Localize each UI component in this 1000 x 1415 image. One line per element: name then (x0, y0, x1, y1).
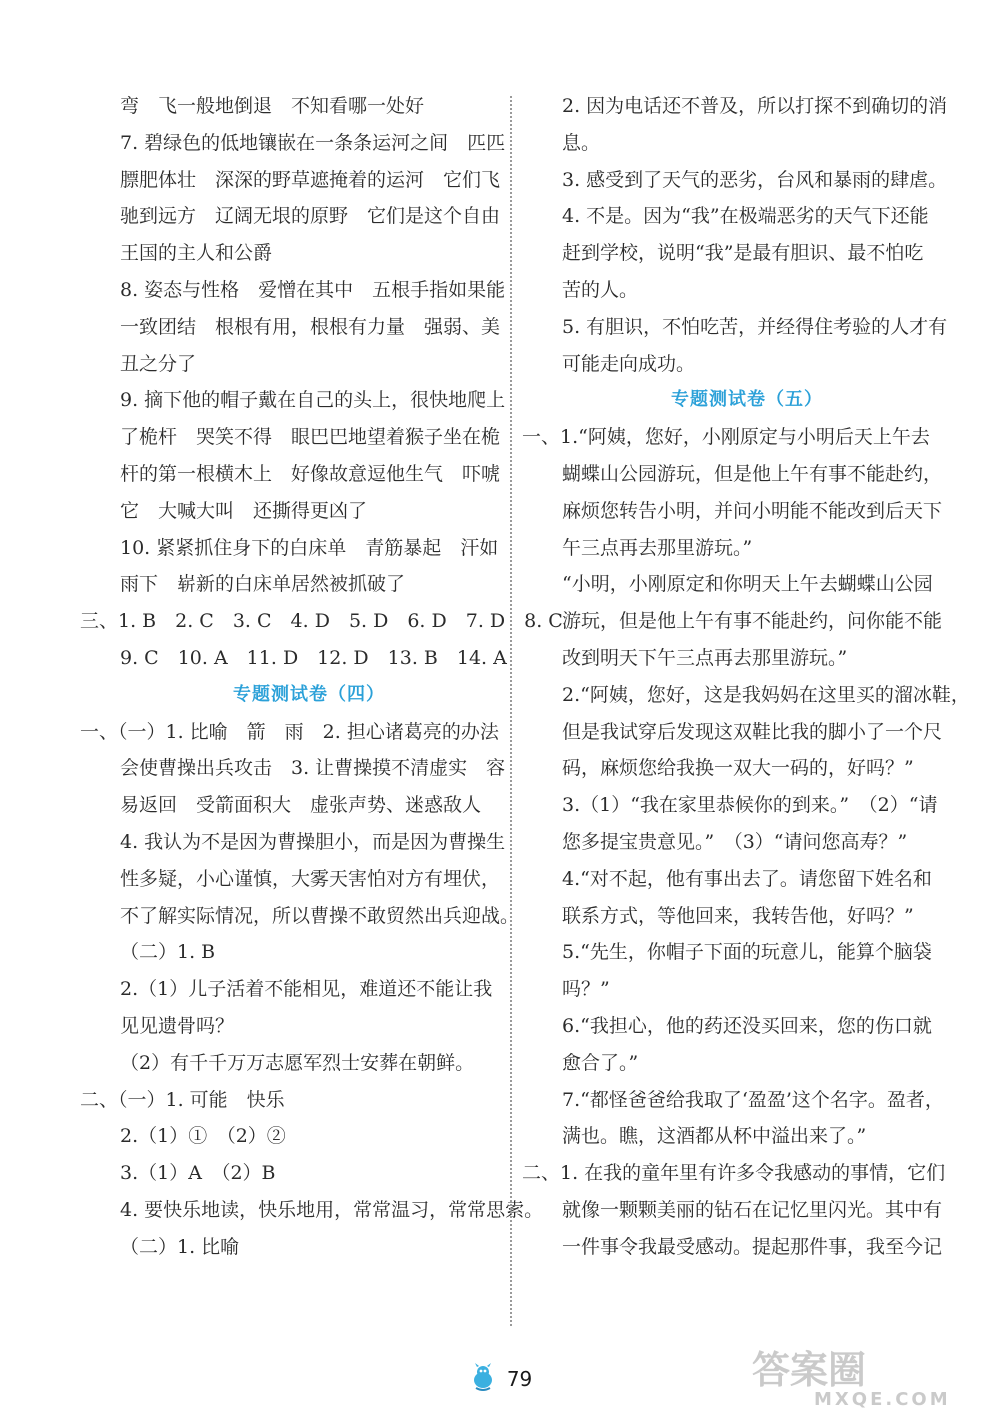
left-answer-line: 9. C 10. A 11. D 12. D 13. B 14. A (120, 646, 507, 669)
left-answer-line: 三、1. B 2. C 3. C 4. D 5. D 6. D 7. D 8. C (80, 610, 563, 633)
right-answer-line: 改到明天下午三点再去那里游玩。” (562, 646, 848, 669)
left-column (80, 88, 563, 1266)
left-answer-line: 杆的第一根横木上 好像故意逗他生气 吓唬 (120, 462, 501, 485)
left-answer-line: 见见遗骨吗？ (120, 1014, 235, 1037)
right-answer-line: 您多提宝贵意见。” （3）“请问您高寿？” (562, 830, 908, 853)
left-answer-line: 4. 我认为不是因为曹操胆小，而是因为曹操生 (120, 830, 506, 853)
left-answer-line: 7. 碧绿色的低地镶嵌在一条条运河之间 匹匹 (120, 131, 506, 154)
right-answer-line: 一、1.“阿姨，您好，小刚原定与小明后天上午去 (522, 426, 930, 449)
column-divider (510, 96, 512, 1326)
left-answer-line: 一、（一）1. 比喻 箭 雨 2. 担心诸葛亮的办法 (80, 720, 499, 743)
left-answer-line: 了桅杆 哭笑不得 眼巴巴地望着猴子坐在桅 (120, 426, 501, 449)
cartoon-mascot-icon (468, 1362, 498, 1396)
right-answer-line: 一件事令我最受感动。提起那件事，我至今记 (562, 1235, 943, 1258)
left-answer-line: 驰到远方 辽阔无垠的原野 它们是这个自由 (120, 205, 501, 228)
right-answer-line: 6.“我担心，他的药还没买回来，您的伤口就 (562, 1014, 932, 1037)
left-answer-line: 一致团结 根根有用，根根有力量 强弱、美 (120, 315, 501, 338)
right-answer-line: 二、1. 在我的童年里有许多令我感动的事情，它们 (522, 1162, 946, 1185)
right-answer-line: 4. 不是。因为“我”在极端恶劣的天气下还能 (562, 205, 929, 228)
right-answer-line: 7.“都怪爸爸给我取了‘盈盈’这个名字。盈者， (562, 1088, 944, 1111)
right-answer-line: 可能走向成功。 (562, 352, 696, 375)
right-answer-line: 麻烦您转告小明，并问小明能不能改到后天下 (562, 499, 943, 522)
left-answer-line: 会使曹操出兵攻击 3. 让曹操摸不清虚实 容 (120, 757, 506, 780)
right-answer-line: 码，麻烦您给我换一双大一码的，好吗？” (562, 757, 914, 780)
left-answer-line: 雨下 崭新的白床单居然被抓破了 (120, 573, 406, 596)
left-answer-line: 王国的主人和公爵 (120, 242, 273, 265)
right-answer-line: 游玩，但是他上午有事不能赴约，问你能不能 (562, 610, 943, 633)
left-answer-line: 10. 紧紧抓住身下的白床单 青筋暴起 汗如 (120, 536, 499, 559)
right-answer-line: 愈合了。” (562, 1051, 639, 1074)
right-column (522, 88, 970, 1266)
right-answer-line: 2. 因为电话还不普及，所以打探不到确切的消 (562, 95, 948, 117)
right-answer-line: 联系方式，等他回来，我转告他，好吗？” (562, 904, 914, 927)
right-answer-line: 3.（1）“我在家里恭候你的到来。” （2）“请 (562, 794, 938, 817)
left-answer-line: （二）1. B (120, 941, 216, 964)
right-answer-line: 但是我试穿后发现这双鞋比我的脚小了一个尺 (562, 720, 943, 743)
left-answer-line: 不了解实际情况，所以曹操不敢贸然出兵迎战。 (120, 904, 520, 927)
left-answer-line: 性多疑，小心谨慎，大雾天害怕对方有埋伏， (120, 867, 501, 890)
left-answer-line: 易返回 受箭面积大 虚张声势、迷惑敌人 (120, 794, 482, 817)
left-answer-line: 它 大喊大叫 还撕得更凶了 (120, 499, 368, 522)
left-answer-line: 4. 要快乐地读，快乐地用，常常温习，常常思索。 (120, 1198, 544, 1221)
left-answer-line: 3.（1）A （2）B (120, 1162, 276, 1185)
svg-text:答案圈: 答案圈 (752, 1348, 867, 1392)
right-answer-line: “小明，小刚原定和你明天上午去蝴蝶山公园 (562, 573, 933, 596)
right-answer-line: 息。 (562, 131, 601, 154)
right-section-heading: 专题测试卷（五） (671, 389, 823, 411)
right-answer-line: 3. 感受到了天气的恶劣，台风和暴雨的肆虐。 (562, 168, 948, 191)
page-number: 79 (506, 1367, 533, 1391)
svg-text:MXQE.COM: MXQE.COM (814, 1389, 951, 1410)
left-answer-line: （二）1. 比喻 (120, 1235, 240, 1258)
right-answer-line: 就像一颗颗美丽的钻石在记忆里闪光。其中有 (562, 1198, 943, 1221)
right-answer-line: 苦的人。 (562, 278, 639, 301)
left-answer-line: 8. 姿态与性格 爱憎在其中 五根手指如果能 (120, 278, 506, 301)
left-answer-line: （2）有千千万万志愿军烈士安葬在朝鲜。 (120, 1051, 475, 1074)
right-answer-line: 赶到学校，说明“我”是最有胆识、最不怕吃 (562, 242, 924, 265)
left-answer-line: 膘肥体壮 深深的野草遮掩着的运河 它们飞 (120, 168, 501, 191)
right-answer-line: 午三点再去那里游玩。” (562, 536, 753, 559)
left-answer-line: 弯 飞一般地倒退 不知看哪一处好 (120, 95, 425, 117)
left-answer-line: 二、（一）1. 可能 快乐 (80, 1088, 285, 1111)
left-answer-line: 丑之分了 (120, 352, 197, 375)
left-answer-line: 9. 摘下他的帽子戴在自己的头上，很快地爬上 (120, 389, 506, 412)
right-answer-line: 4.“对不起，他有事出去了。请您留下姓名和 (562, 867, 932, 890)
left-section-heading: 专题测试卷（四） (233, 683, 385, 705)
right-answer-line: 满也。瞧，这酒都从杯中溢出来了。” (562, 1125, 867, 1148)
right-answer-line: 2.“阿姨，您好，这是我妈妈在这里买的溜冰鞋， (562, 683, 970, 706)
right-answer-line: 蝴蝶山公园游玩，但是他上午有事不能赴约， (562, 462, 943, 485)
right-answer-line: 吗？” (562, 978, 610, 1001)
right-answer-line: 5. 有胆识，不怕吃苦，并经得住考验的人才有 (562, 315, 948, 338)
left-answer-line: 2.（1）① （2）② (120, 1125, 286, 1148)
left-answer-line: 2.（1）儿子活着不能相见，难道还不能让我 (120, 978, 493, 1001)
right-answer-line: 5.“先生，你帽子下面的玩意儿，能算个脑袋 (562, 941, 932, 964)
watermark-logo (744, 1341, 994, 1411)
